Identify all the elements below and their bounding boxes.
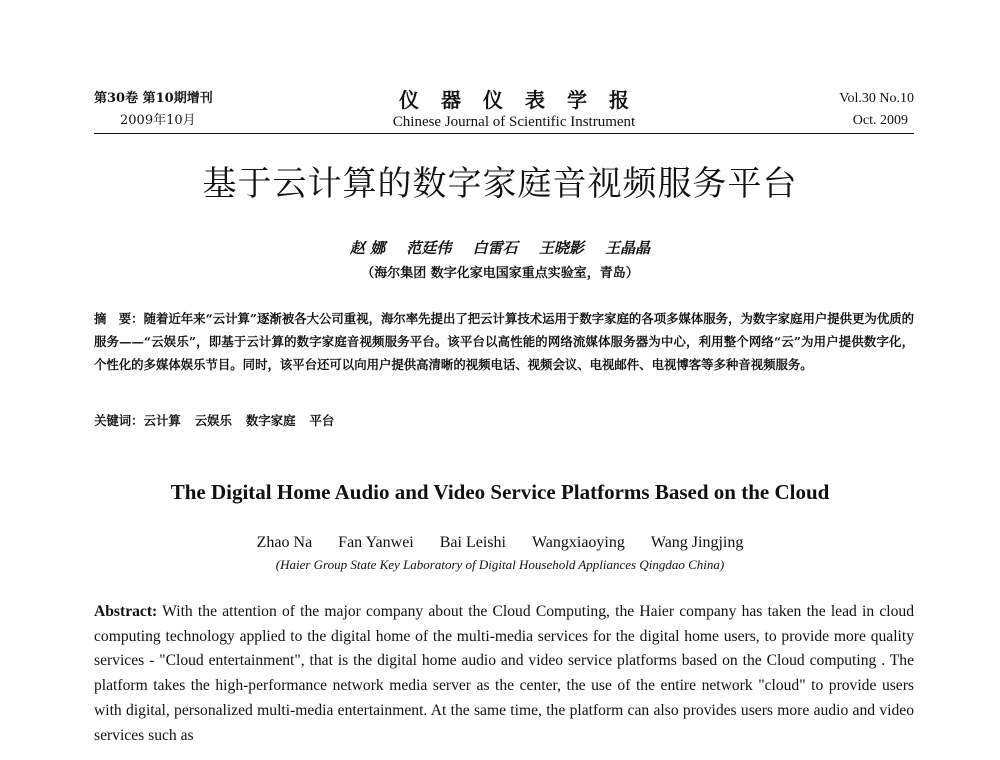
keyword-cn: 云娱乐 <box>194 413 232 428</box>
abstract-cn <box>94 307 914 376</box>
author-cn: 王晶晶 <box>605 239 651 257</box>
date-en: Oct. 2009 <box>852 113 908 128</box>
author-en: Wang Jingjing <box>650 534 744 551</box>
author-en: Fan Yanwei <box>338 534 414 551</box>
author-cn: 范廷伟 <box>406 239 452 257</box>
author-en: Wangxiaoying <box>531 534 625 551</box>
abstract-cn-text: 随着近年来“云计算”逐渐被各大公司重视，海尔率先提出了把云计算技术运用于数字家庭的各项多媒体服务，为数字家庭用户提供更为优质的服务——“云娱乐”，即基于云计算的数字家庭音视频服务平台。该平台以高性能的网络流媒体服务器为中心，利用整个网络“云”为用户提供数字化，个性化的多媒体娱乐节目。同时，该平台还可以向用户提供高清晰的视频电话、视频会议、电视邮件、电视博客等多种音视频服务。 <box>94 311 914 372</box>
author-en: Bai Leishi <box>439 534 506 551</box>
abstract-cn-label: 摘 要： <box>94 311 144 326</box>
keyword-cn: 平台 <box>309 413 335 428</box>
journal-name-cn: 仪器仪表学报 <box>399 88 651 112</box>
abstract-en-label: Abstract: <box>94 603 158 620</box>
authors-cn <box>0 238 1000 258</box>
author-cn: 赵 娜 <box>349 239 386 257</box>
keyword-cn: 数字家庭 <box>245 413 296 428</box>
author-en: Zhao Na <box>256 534 313 551</box>
paper-title-cn: 基于云计算的数字家庭音视频服务平台 <box>202 164 798 204</box>
authors-en <box>0 532 1000 554</box>
volume-issue-en: Vol.30 No.10 <box>839 91 914 106</box>
volume-issue-cn: 第30卷 第10期增刊 <box>94 91 213 106</box>
author-cn: 王晓影 <box>538 239 584 257</box>
abstract-en-text: With the attention of the major company about the Cloud Computing, the Haier company has taken the lead in cloud computing technology applied to the digital home of the multi-media services for the digital home users, to provide more quality services - "Cloud entertainment", that is the digital home audio and video service platforms based on the Cloud computing . The platform takes the high-performance network media server as the center, the use of the entire network "cloud" to provide users with digital, personalized multi-media entertainment. At the same time, the platform can also provides users more audio and video services such as <box>94 603 914 744</box>
date-cn: 2009年10月 <box>120 113 196 128</box>
journal-name-en: Chinese Journal of Scientific Instrument <box>392 114 636 130</box>
keywords-cn <box>94 411 914 431</box>
keyword-cn: 云计算 <box>143 413 181 428</box>
affiliation-en: (Haier Group State Key Laboratory of Digital Household Appliances Qingdao China) <box>275 557 725 572</box>
keywords-cn-label: 关键词： <box>94 413 144 428</box>
affiliation-cn: （海尔集团 数字化家电国家重点实验室，青岛） <box>361 266 639 281</box>
masthead-center <box>364 88 664 132</box>
masthead-right <box>839 88 914 132</box>
masthead-rule <box>94 133 914 134</box>
journal-masthead <box>94 88 914 136</box>
author-cn: 白雷石 <box>472 239 518 257</box>
abstract-en <box>94 600 914 748</box>
masthead-left <box>94 88 213 132</box>
paper-title-en: The Digital Home Audio and Video Service Platforms Based on the Cloud <box>170 480 830 504</box>
